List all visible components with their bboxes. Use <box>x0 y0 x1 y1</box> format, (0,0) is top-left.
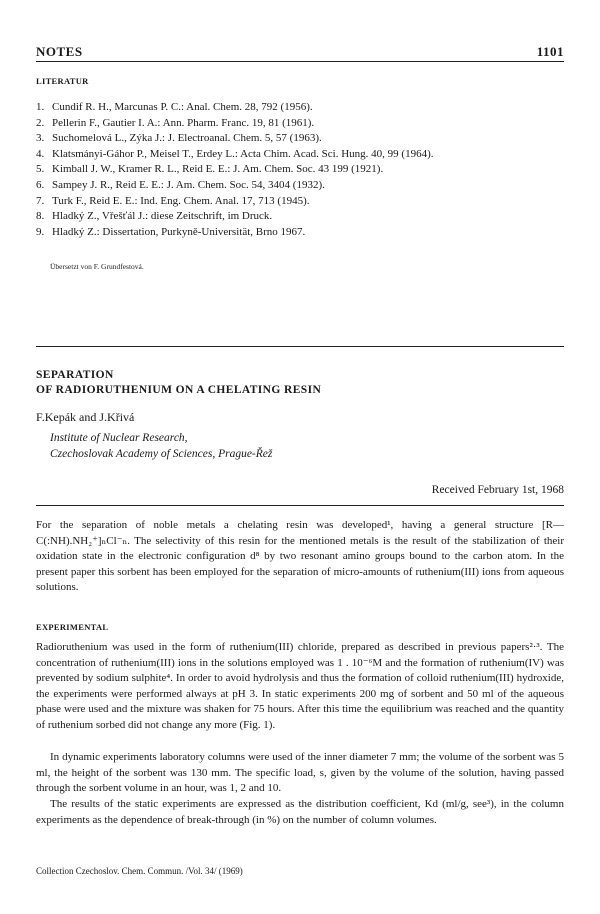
reference-item: 1. Cundif R. H., Marcunas P. C.: Anal. Chem. 28, 792 (1956). <box>36 101 313 113</box>
reference-item: 6. Sampey J. R., Reid E. E.: J. Am. Chem. Soc. 54, 3404 (1932). <box>36 178 325 191</box>
received-date: Received February 1st, 1968 <box>431 484 564 496</box>
article-title: SEPARATION OF RADIORUTHENIUM ON A CHELATING RESIN <box>36 369 322 396</box>
author-affiliation: Institute of Nuclear Research, Czechoslovak Academy of Sciences, Prague-Řež <box>50 432 273 460</box>
reference-item: 2. Pellerin F., Gautier I. A.: Ann. Pharm. Franc. 19, 81 (1961). <box>36 116 315 129</box>
intro-paragraph: For the separation of noble metals a chelating resin was developed¹, having a general structure [R—C(:NH).NH₂⁺]ₙCl⁻ₙ. The selectivity of this resin for the mentioned metals is the result of the stabilization of their oxidation state in the electronic configuration d⁸ by two resonant amino groups bound to the carbon atom. In the present paper this sorbent has been employed for the separation of micro-amounts of ruthenium(III) ions from aqueous solutions. <box>36 519 564 594</box>
article-authors: F.Kepák and J.Křivá <box>36 410 135 424</box>
translator-note: Übersetzt von F. Grundfestová. <box>50 262 144 271</box>
received-rule <box>36 505 564 506</box>
references-heading: LITERATUR <box>36 76 89 86</box>
experimental-paragraph-3: The results of the static experiments are expressed as the distribution coefficient, Kd (ml/g, see³), in the column experiments as the dependence of break-through (in %) on the number of column volumes. <box>36 798 564 826</box>
reference-list <box>36 100 566 240</box>
reference-item: 5. Kimball J. W., Kramer R. L., Reid E. E.: J. Am. Chem. Soc. 43 199 (1921). <box>36 163 384 176</box>
reference-item: 4. Klatsmányi-Gáhor P., Meisel T., Erdey L.: Acta Chim. Acad. Sci. Hung. 40, 99 (1964). <box>36 147 434 160</box>
reference-item: 7. Turk F., Reid E. E.: Ind. Eng. Chem. Anal. 17, 713 (1945). <box>36 194 310 207</box>
journal-footer: Collection Czechoslov. Chem. Commun. /Vol. 34/ (1969) <box>36 866 243 876</box>
page-header <box>36 44 564 60</box>
reference-item: 9. Hladký Z.: Dissertation, Purkyně-Universität, Brno 1967. <box>36 225 306 238</box>
section-label: NOTES <box>36 44 83 59</box>
reference-item: 8. Hladký Z., Vřešťál J.: diese Zeitschrift, im Druck. <box>36 210 273 223</box>
reference-item: 3. Suchomelová L., Zýka J.: J. Electroanal. Chem. 5, 57 (1963). <box>36 132 322 145</box>
experimental-paragraph-2: In dynamic experiments laboratory columns were used of the inner diameter 7 mm; the volume of the sorbent was 5 ml, the height of the sorbent was 130 mm. The specific load, s, given by the volume of the solution, having passed through the sorbent volume in an hour, was 1, 2 and 10. <box>36 751 564 795</box>
experimental-heading: EXPERIMENTAL <box>36 622 109 632</box>
experimental-paragraph-1: Radioruthenium was used in the form of ruthenium(III) chloride, prepared as described in previous papers²·³. The concentration of ruthenium(III) ions in the solutions employed was 1 . 10⁻⁶M and the formation of ruthenium(IV) was prevented by sodium sulphite⁴. In order to avoid hydrolysis and thus the formation of colloid ruthenium(III) hydroxide, the experiments were performed always at pH 3. In static experiments 200 mg of sorbent and 50 ml of the aqueous phase were used and the mixture was shaken for 75 hours. After this time the equilibrium was reached and the quantity of ruthenium sorbed did not change any more (Fig. 1). <box>36 641 564 731</box>
section-divider <box>36 346 564 347</box>
page-number: 1101 <box>536 44 564 59</box>
header-rule <box>36 61 564 62</box>
